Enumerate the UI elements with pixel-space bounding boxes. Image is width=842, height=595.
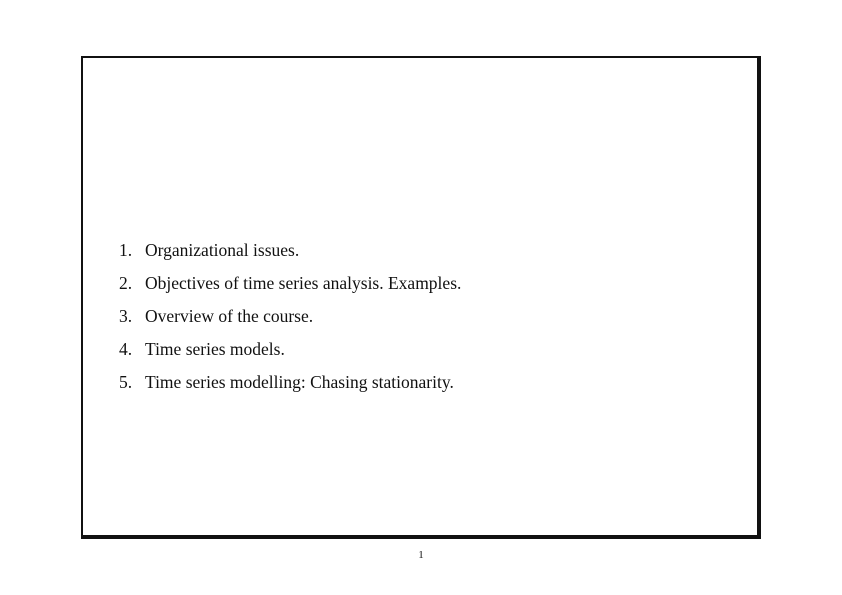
agenda-item-number: 5.: [119, 372, 133, 392]
agenda-list: [119, 234, 461, 399]
agenda-item-text: Objectives of time series analysis. Examples.: [145, 273, 462, 293]
agenda-item-number: 1.: [119, 240, 133, 260]
agenda-item: [119, 234, 461, 267]
agenda-item-number: 4.: [119, 339, 133, 359]
agenda-item: [119, 300, 461, 333]
agenda-item: [119, 366, 461, 399]
agenda-item: [119, 267, 461, 300]
agenda-item-text: Time series models.: [145, 339, 285, 359]
agenda-item-text: Overview of the course.: [145, 306, 314, 326]
agenda-item: [119, 333, 461, 366]
agenda-item-number: 2.: [119, 273, 133, 293]
page-number: 1: [418, 549, 424, 561]
agenda-item-text: Organizational issues.: [145, 240, 300, 260]
agenda-item-text: Time series modelling: Chasing stationarity.: [145, 372, 454, 392]
agenda-item-number: 3.: [119, 306, 133, 326]
slide-frame: [81, 56, 761, 539]
